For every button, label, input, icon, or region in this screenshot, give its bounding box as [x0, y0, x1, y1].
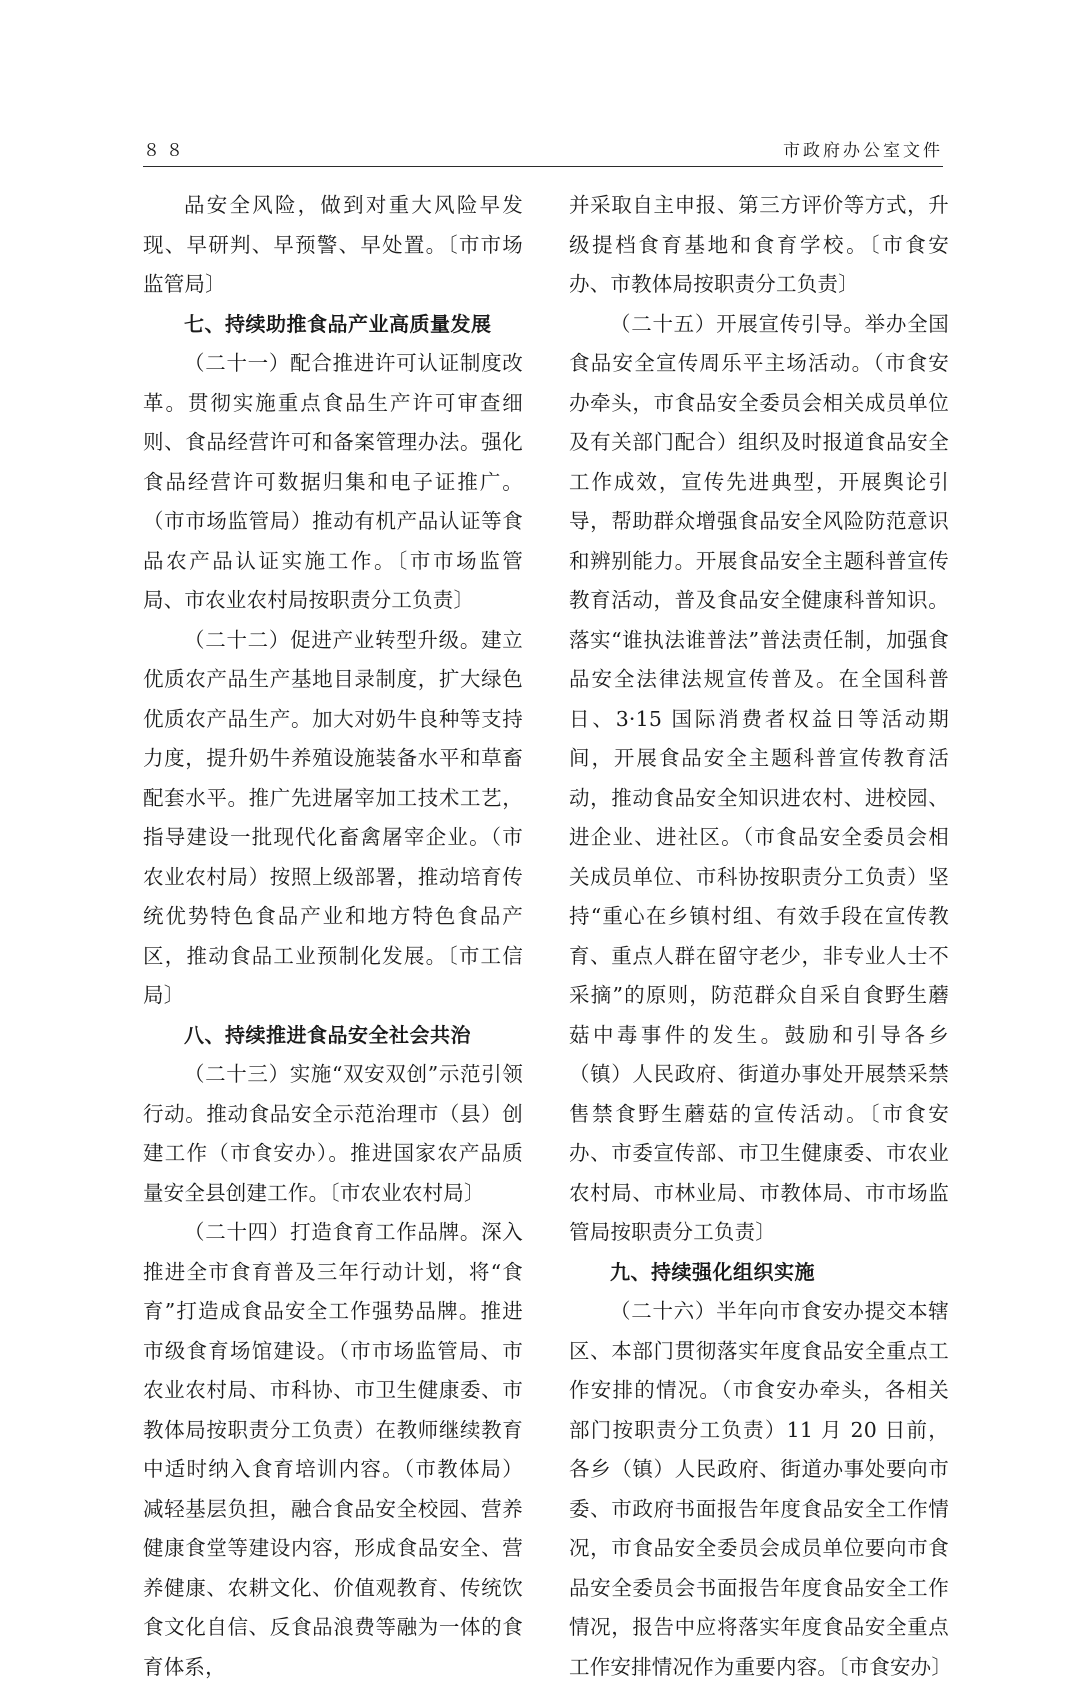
section-heading: 八、持续推进食品安全社会共治: [184, 1022, 471, 1047]
paragraph: （二十六）半年向市食安办提交本辖区、本部门贯彻落实年度食品安全重点工作安排的情况。（市食安办牵头，各相关部门按职责分工负责）11 月 20 日前，各乡（镇）人民政府、街道办事处要向市委、市政府书面报告年度食品安全工作情况，市食品安全委员会成员单位要向市食品安全委员会书面报告年度食品安全工作情况，报告中应将落实年度食品安全重点工作安排情况作为重要内容。〔市食安办〕: [569, 1299, 953, 1679]
left-column: [143, 186, 523, 1679]
paragraph: 品安全风险，做到对重大风险早发现、早研判、早预警、早处置。〔市市场监管局〕: [143, 193, 523, 296]
header-title: 市政府办公室文件: [783, 141, 943, 161]
page-number: ８８: [143, 141, 189, 161]
paragraph: （二十五）开展宣传引导。举办全国食品安全宣传周乐平主场活动。（市食安办牵头，市食品安全委员会相关成员单位及有关部门配合）组织及时报道食品安全工作成效，宣传先进典型，开展舆论引导，帮助群众增强食品安全风险防范意识和辨别能力。开展食品安全主题科普宣传教育活动，普及食品安全健康科普知识。落实“谁执法谁普法”普法责任制，加强食品安全法律法规宣传普及。在全国科普日、3·15 国际消费者权益日等活动期间，开展食品安全主题科普宣传教育活动，推动食品安全知识进农村、进校园、进企业、进社区。（市食品安全委员会相关成员单位、市科协按职责分工负责）坚持“重心在乡镇村组、有效手段在宣传教育、重点人群在留守老少，非专业人士不采摘”的原则，防范群众自采自食野生蘑菇中毒事件的发生。鼓励和引导各乡（镇）人民政府、街道办事处开展禁采禁售禁食野生蘑菇的宣传活动。〔市食安办、市委宣传部、市卫生健康委、市农业农村局、市林业局、市教体局、市市场监管局按职责分工负责〕: [569, 311, 949, 1244]
header-rule: [143, 166, 943, 167]
paragraph: （二十一）配合推进许可认证制度改革。贯彻实施重点食品生产许可审查细则、食品经营许可和备案管理办法。强化食品经营许可数据归集和电子证推广。（市市场监管局）推动有机产品认证等食品农产品认证实施工作。〔市市场监管局、市农业农村局按职责分工负责〕: [143, 351, 523, 612]
paragraph: 并采取自主申报、第三方评价等方式，升级提档食育基地和食育学校。〔市食安办、市教体局按职责分工负责〕: [569, 193, 949, 296]
page-header: [143, 131, 943, 161]
paragraph: （二十四）打造食育工作品牌。深入推进全市食育普及三年行动计划，将“食育”打造成食品安全工作强势品牌。推进市级食育场馆建设。（市市场监管局、市农业农村局、市科协、市卫生健康委、市教体局按职责分工负责）在教师继续教育中适时纳入食育培训内容。（市教体局）减轻基层负担，融合食品安全校园、营养健康食堂等建设内容，形成食品安全、营养健康、农耕文化、价值观教育、传统饮食文化自信、反食品浪费等融为一体的食育体系，: [143, 1220, 523, 1679]
paragraph: （二十三）实施“双安双创”示范引领行动。推动食品安全示范治理市（县）创建工作（市食安办）。推进国家农产品质量安全县创建工作。〔市农业农村局〕: [143, 1062, 523, 1205]
section-heading: 九、持续强化组织实施: [610, 1259, 815, 1284]
paragraph: （二十二）促进产业转型升级。建立优质农产品生产基地目录制度，扩大绿色优质农产品生产。加大对奶牛良种等支持力度，提升奶牛养殖设施装备水平和草畜配套水平。推广先进屠宰加工技术工艺，指导建设一批现代化畜禽屠宰企业。（市农业农村局）按照上级部署，推动培育传统优势特色食品产业和地方特色食品产区，推动食品工业预制化发展。〔市工信局〕: [143, 627, 523, 1007]
right-column: [569, 186, 953, 1679]
section-heading: 七、持续助推食品产业高质量发展: [184, 311, 492, 336]
two-column-body: [143, 186, 953, 1679]
